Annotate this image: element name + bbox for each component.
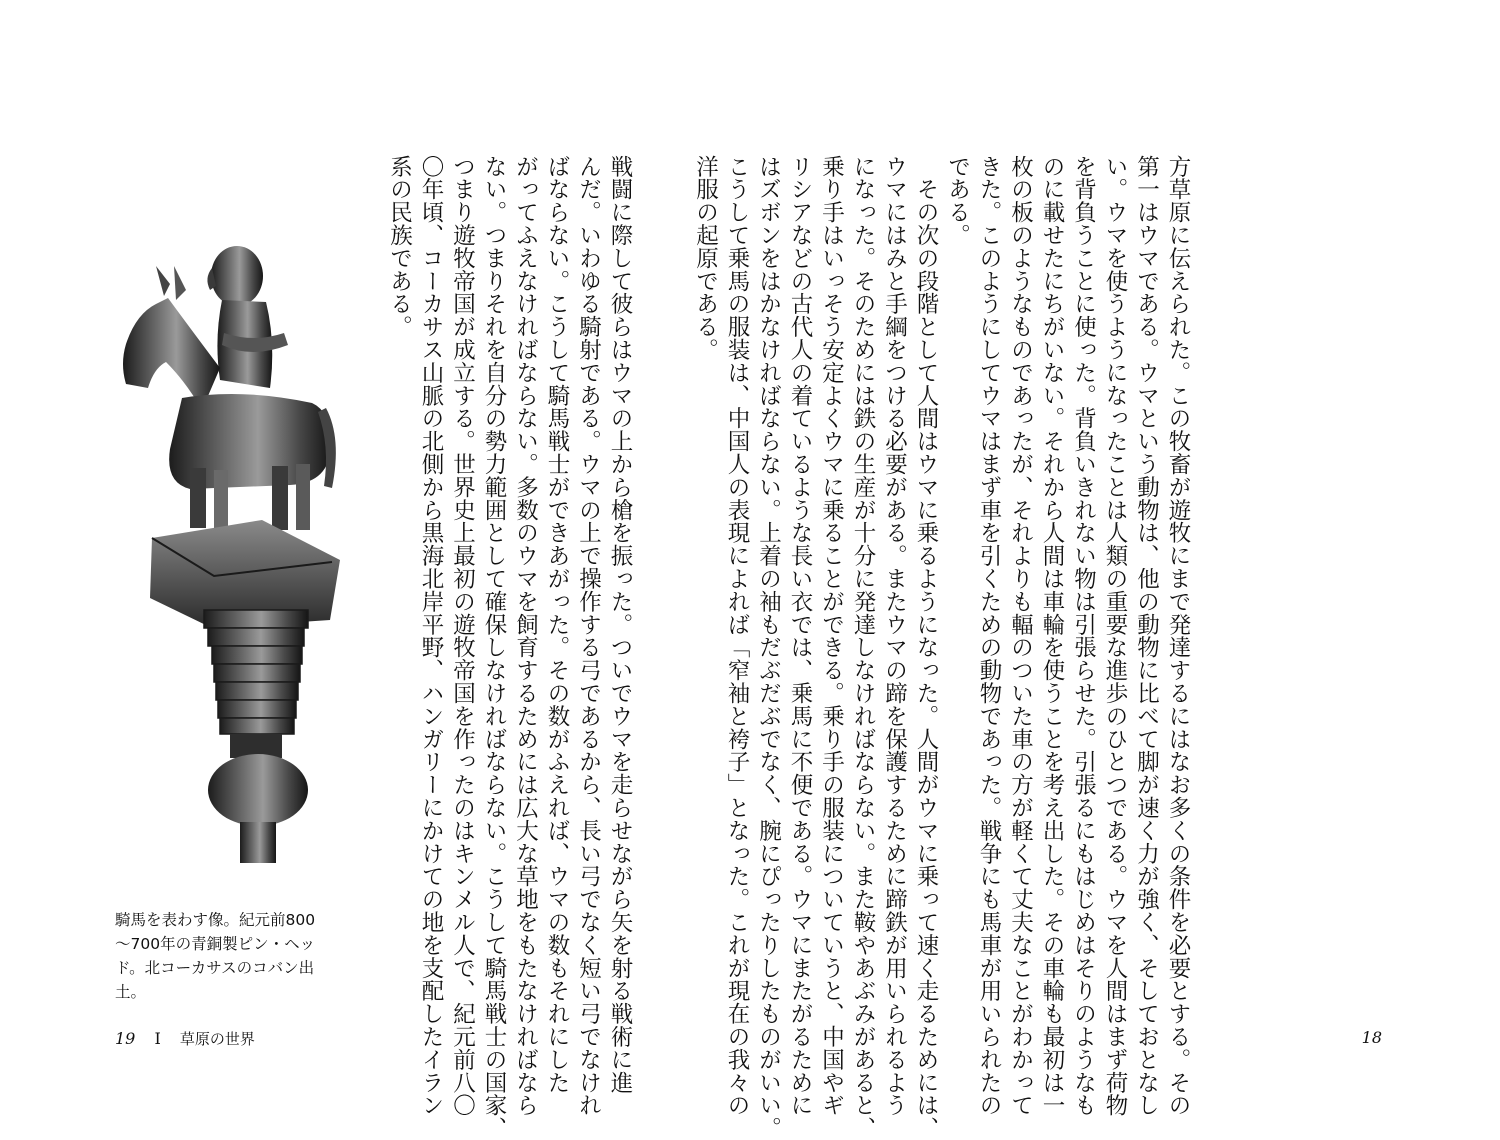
text-line: んだ。いわゆる騎射である。ウマの上で操作する弓であるから、長い弓でなく短い弓でなけれ [575,155,602,1117]
text-line: 乗り手はいっそう安定よくウマに乗ることができる。乗り手の服装についていうと、中国やギ [818,155,845,1117]
text-line: を背負うことに使った。背負いきれない物は引張らせた。引張るにもはじめはそりのようなも [1070,155,1097,1117]
bronze-pin-head-figure [112,238,342,863]
left-page-body-text [370,155,635,1140]
text-line: その次の段階として人間はウマに乗るようになった。人間がウマに乗って速く走るためには、 [913,155,939,1140]
text-line: こうして乗馬の服装は、中国人の表現によれば「窄袖と袴子」となった。これが現在の我々の [724,155,750,1117]
text-line: 洋服の起原である。 [692,155,719,362]
text-line: である。 [944,155,971,247]
caption-line: 騎馬を表わす像。紀元前800 [115,911,316,929]
right-page-body-text [692,155,1193,1140]
text-line: 〇年頃、コーカサス山脈の北側から黒海北岸平野、ハンガリーにかけての地を支配したイラン [418,155,444,1117]
text-line: のに載せたにちがいない。それから人間は車輪を使うことを考え出した。その車輪も最初は一 [1039,155,1065,1117]
text-line: はズボンをはかなければならない。上着の袖もだぶだぶでなく、腕にぴったりしたものがいい。 [755,155,782,1140]
text-line: 第一はウマである。ウマという動物は、他の動物に比べて脚が速く力が強く、そしておとなし [1133,155,1160,1117]
caption-line: ド。北コーカサスのコバン出 [115,959,315,977]
chapter-numeral: Ⅰ [154,1029,161,1048]
left-running-footer [115,1028,255,1049]
text-line: ばならない。こうして騎馬戦士ができあがった。その数がふえれば、ウマの数もそれにした [544,155,570,1094]
page-number-left: 19 [115,1029,136,1048]
text-line: 系の民族である。 [386,155,413,339]
text-line: ウマにはみと手綱をつける必要がある。またウマの蹄を保護するために蹄鉄が用いられるよう [881,155,908,1117]
text-line: つまり遊牧帝国が成立する。世界史上最初の遊牧帝国を作ったのはキンメル人で、紀元前八〇 [449,155,476,1117]
right-page [692,0,1500,1140]
text-line: い。ウマを使うようになったことは人類の重要な進歩のひとつである。ウマを人間はまず荷物 [1102,155,1128,1117]
text-line: きた。このようにしてウマはまず車を引くための動物であった。戦争にも馬車が用いられたの [976,155,1002,1117]
caption-line: 土。 [115,983,147,1001]
page-number-right: 18 [1361,1028,1382,1047]
text-line: になった。そのためには鉄の生産が十分に発達しなければならない。また鞍やあぶみがあると、 [850,155,876,1140]
text-line: リシアなどの古代人の着ているような長い衣では、乗馬に不便である。ウマにまたがるために [787,155,813,1117]
text-line: 戦闘に際して彼らはウマの上から槍を振った。ついでウマを走らせながら矢を射る戦術に進 [607,155,633,1094]
caption-line: ～700年の青銅製ピン・ヘッ [115,935,316,953]
text-line: ない。つまりそれを自分の勢力範囲として確保しなければならない。こうして騎馬戦士の国家、 [481,155,507,1140]
text-line: 枚の板のようなものであったが、それよりも輻のついた車の方が軽くて丈夫なことがわかって [1007,155,1034,1117]
text-line: 方草原に伝えられた。この牧畜が遊牧にまで発達するにはなお多くの条件を必要とする。その [1165,155,1191,1117]
figure-caption [115,908,340,1004]
text-line: がってふえなければならない。多数のウマを飼育するためには広大な草地をもたなければなら [512,155,539,1117]
section-title: 草原の世界 [179,1030,255,1048]
